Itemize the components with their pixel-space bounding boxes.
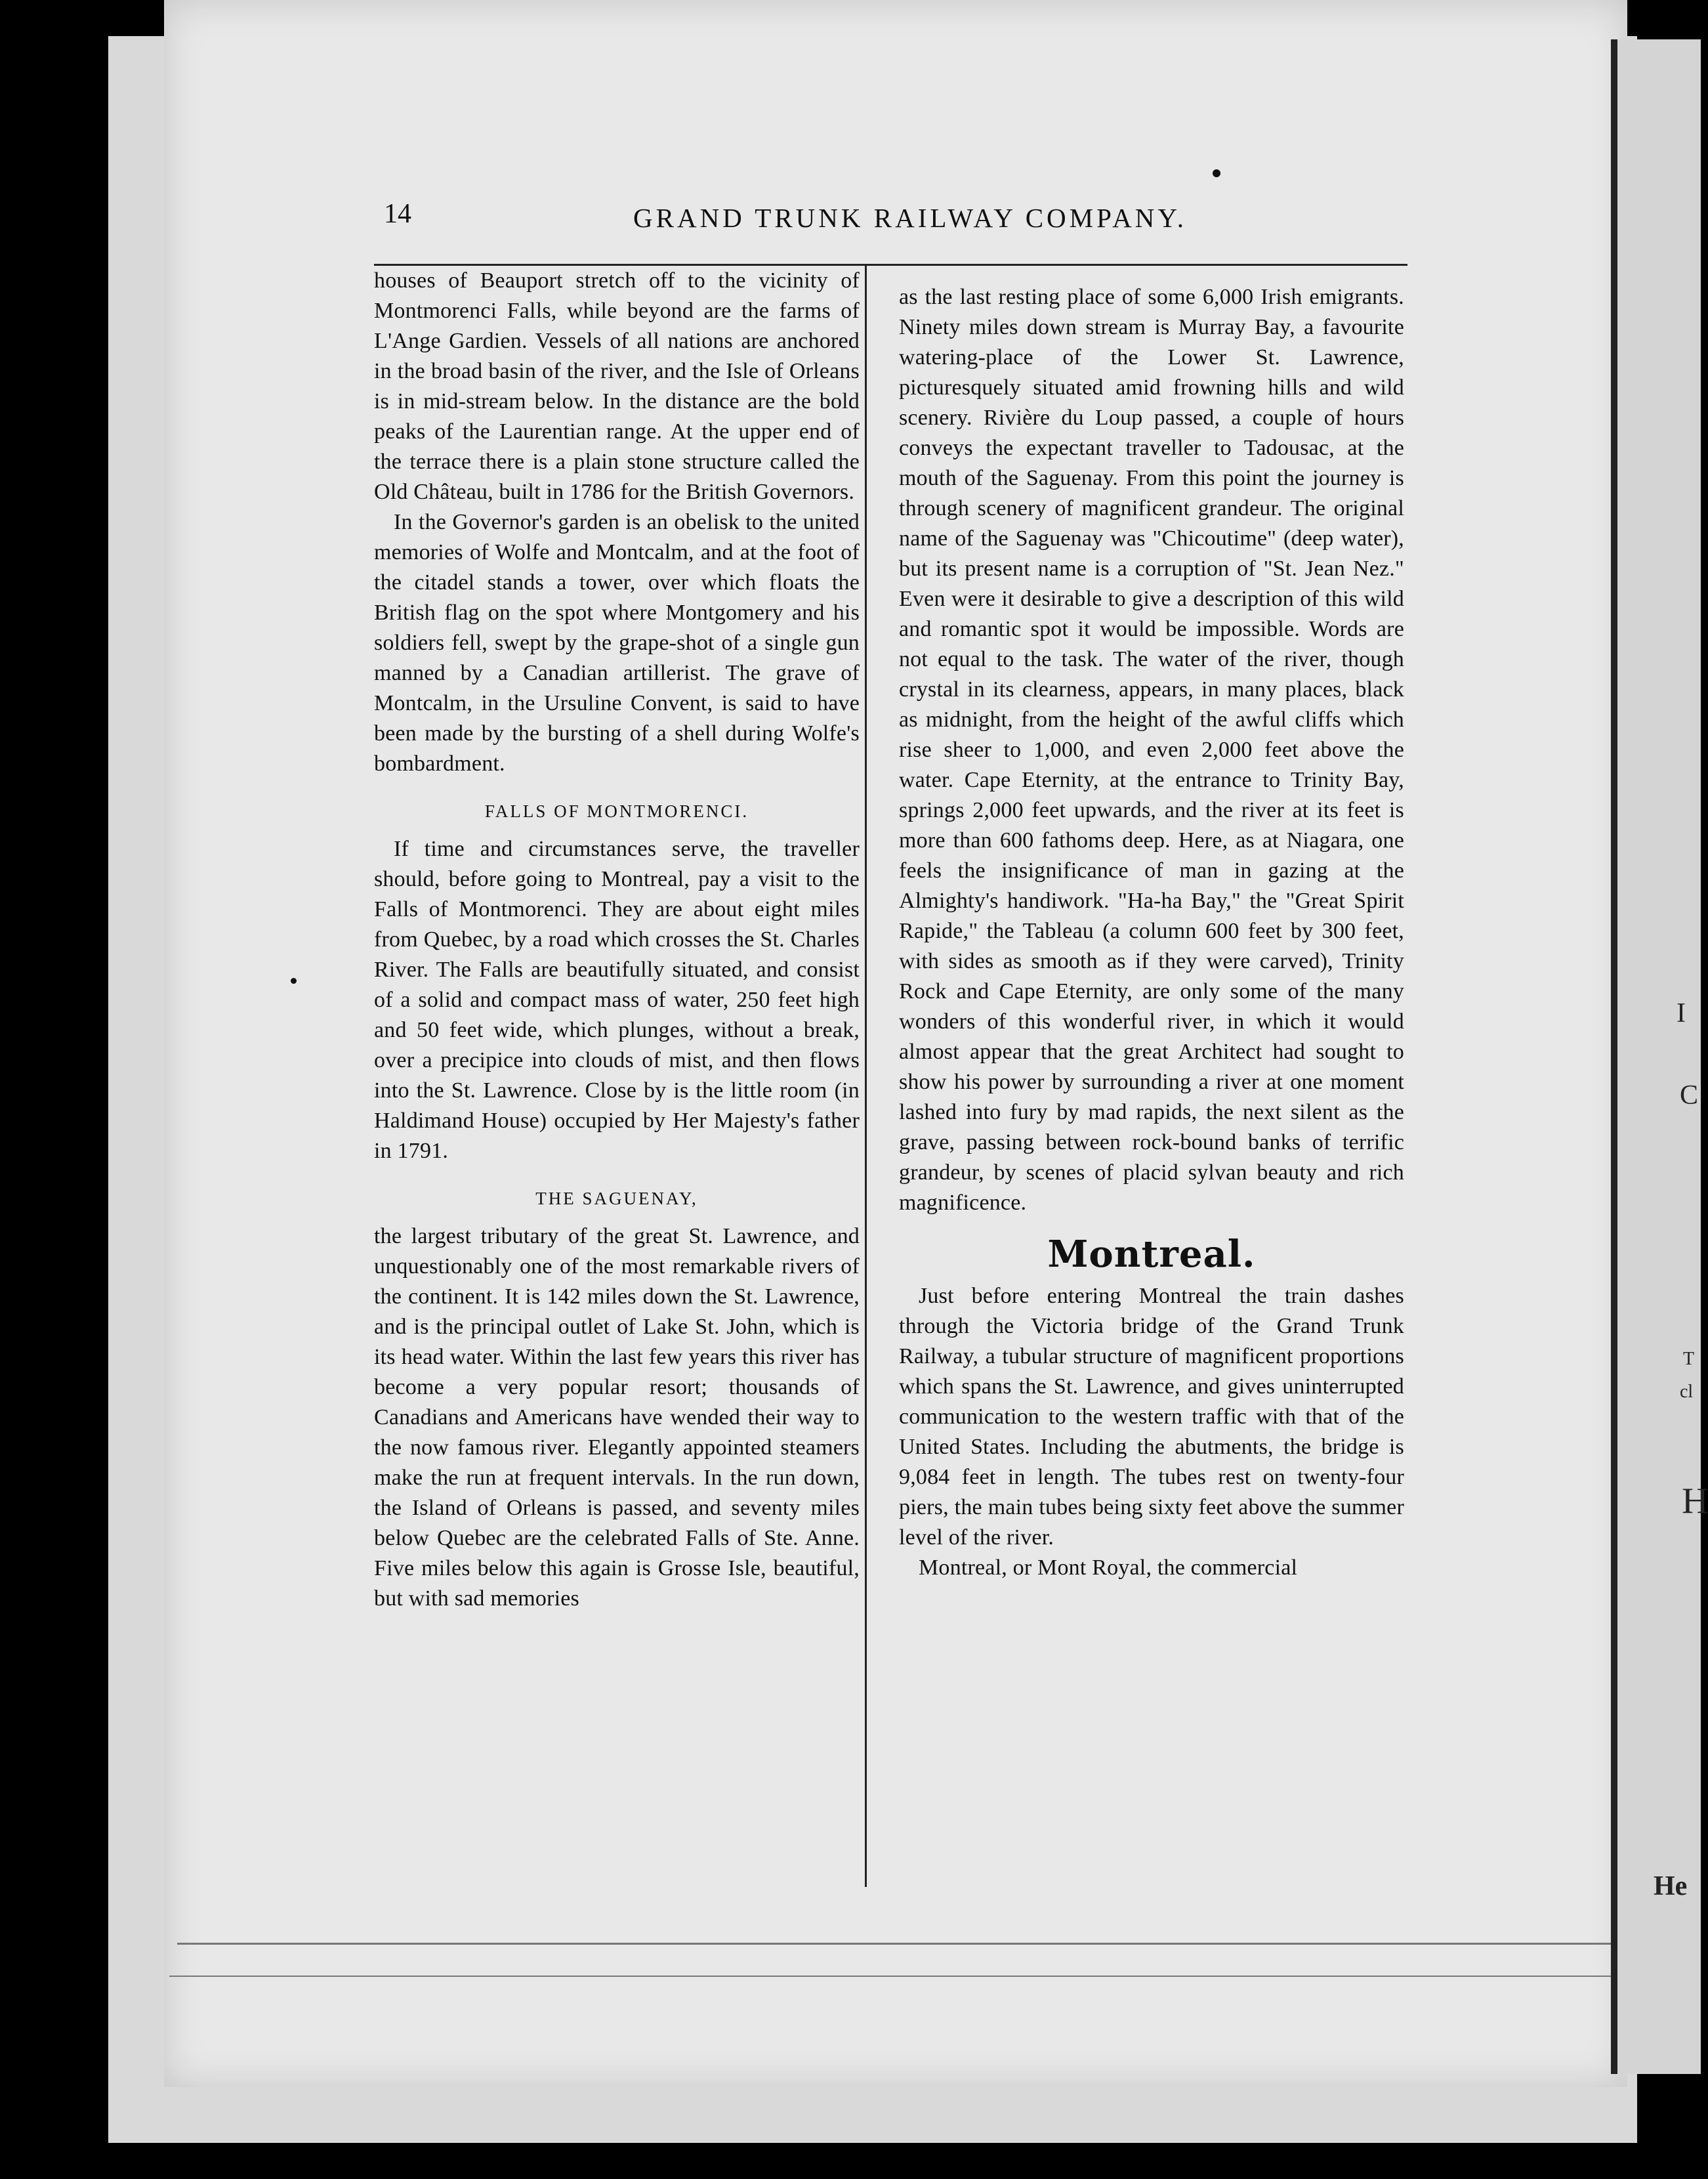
- facing-page-fragment: C: [1680, 1080, 1699, 1111]
- page-bottom-edge-2: [169, 1976, 1619, 1977]
- running-head: GRAND TRUNK RAILWAY COMPANY.: [633, 203, 1187, 233]
- section-heading: THE SAGUENAY,: [535, 1189, 698, 1208]
- facing-page-fragment: I: [1677, 998, 1686, 1028]
- binding-spine: [1611, 39, 1617, 2074]
- paragraph: as the last resting place of some 6,000 Irish emigrants. Ninety miles down stream is Murray Bay, a favourite watering-place of the Lower St. Lawrence, picturesquely situated amid frowning hills and wild scenery. Rivière du Loup passed, a couple of hours conveys the expectant traveller to Tadousac, at the mouth of the Saguenay. From this point the journey is through scenery of magnificent grandeur. The original name of the Saguenay was "Chicoutime" (deep water), but its present name is a corruption of "St. Jean Nez." Even were it desirable to give a description of this wild and romantic spot it would be impossible. Words are not equal to the task. The water of the river, though crystal in its clearness, appears, in many places, black as midnight, from the height of the awful cliffs which rise sheer to 1,000, and even 2,000 feet above the water. Cape Eternity, at the entrance to Trinity Bay, springs 2,000 feet upwards, and the river at its feet is more than 600 fathoms deep. Here, as at Niagara, one feels the insignificance of man in gazing at the Almighty's handiwork. "Ha-ha Bay," the "Great Spirit Rapide," the Tableau (a column 600 feet by 300 feet, with sides as smooth as if they were carved), Trinity Rock and Cape Eternity, are only some of the many wonders of this wonderful river, in which it would almost appear that the great Architect had sought to show his power by surrounding a river at one moment lashed into fury by mad rapids, the next silent as the grave, passing between rock-bound banks of terrific grandeur, by scenes of placid sylvan beauty and rich magnificence.: [899, 285, 1404, 1215]
- facing-page-fragment: cl: [1680, 1382, 1694, 1402]
- page-number: 14: [384, 199, 411, 229]
- left-column: [374, 266, 860, 1614]
- facing-page-fragment: T: [1683, 1349, 1695, 1369]
- section-heading: Montreal.: [1047, 1233, 1256, 1276]
- paragraph: If time and circumstances serve, the traveller should, before going to Montreal, pay a visit to the Falls of Montmorenci. They are about eight miles from Quebec, by a road which crosses the St. Charles River. The Falls are beautifully situated, and consist of a solid and compact mass of water, 250 feet high and 50 feet wide, which plunges, without a break, over a precipice into clouds of mist, and then flows into the St. Lawrence. Close by is the little room (in Haldimand House) occupied by Her Majesty's father in 1791.: [374, 837, 860, 1163]
- page-header: [384, 197, 1407, 249]
- paragraph: houses of Beauport stretch off to the vicinity of Montmorenci Falls, while beyond are the farms of L'Ange Gardien. Vessels of all nations are anchored in the broad basin of the river, and the Isle of Orleans is in mid-stream below. In the distance are the bold peaks of the Laurentian range. At the upper end of the terrace there is a plain stone structure called the Old Château, built in 1786 for the British Governors.: [374, 268, 860, 504]
- paragraph: Just before entering Montreal the train dashes through the Victoria bridge of the Grand Trunk Railway, a tubular structure of magnificent proportions which spans the St. Lawrence, and gives uninterrupted communication to the western traffic with that of the United States. Including the abutments, the bridge is 9,084 feet in length. The tubes rest on twenty-four piers, the main tubes being sixty feet above the summer level of the river.: [899, 1284, 1404, 1550]
- section-heading: FALLS OF MONTMORENCI.: [484, 801, 749, 821]
- facing-page-fragment: He: [1654, 1871, 1688, 1901]
- facing-page-fragment: H: [1682, 1481, 1708, 1521]
- page-bottom-edge: [177, 1943, 1621, 1945]
- paragraph: In the Governor's garden is an obelisk to the united memories of Wolfe and Montcalm, and at the foot of the citadel stands a tower, over which floats the British flag on the spot where Montgomery and his soldiers fell, swept by the grape-shot of a single gun manned by a Canadian artillerist. The grave of Montcalm, in the Ursuline Convent, is said to have been made by the bursting of a shell during Wolfe's bombardment.: [374, 510, 860, 776]
- column-divider: [865, 266, 867, 1887]
- paragraph: the largest tributary of the great St. Lawrence, and unquestionably one of the most remarkable rivers of the continent. It is 142 miles down the St. Lawrence, and is the principal outlet of Lake St. John, which is its head water. Within the last few years this river has become a very popular resort; thousands of Canadians and Americans have wended their way to the now famous river. Elegantly appointed steamers make the run at frequent intervals. In the run down, the Island of Orleans is passed, and seventy miles below Quebec are the celebrated Falls of Ste. Anne. Five miles below this again is Grosse Isle, beautiful, but with sad memories: [374, 1224, 860, 1611]
- ink-speck: [1213, 169, 1220, 177]
- ink-speck: [291, 978, 297, 984]
- right-column: [899, 282, 1404, 1583]
- facing-page: [1611, 39, 1708, 2074]
- paragraph: Montreal, or Mont Royal, the commercial: [919, 1555, 1298, 1580]
